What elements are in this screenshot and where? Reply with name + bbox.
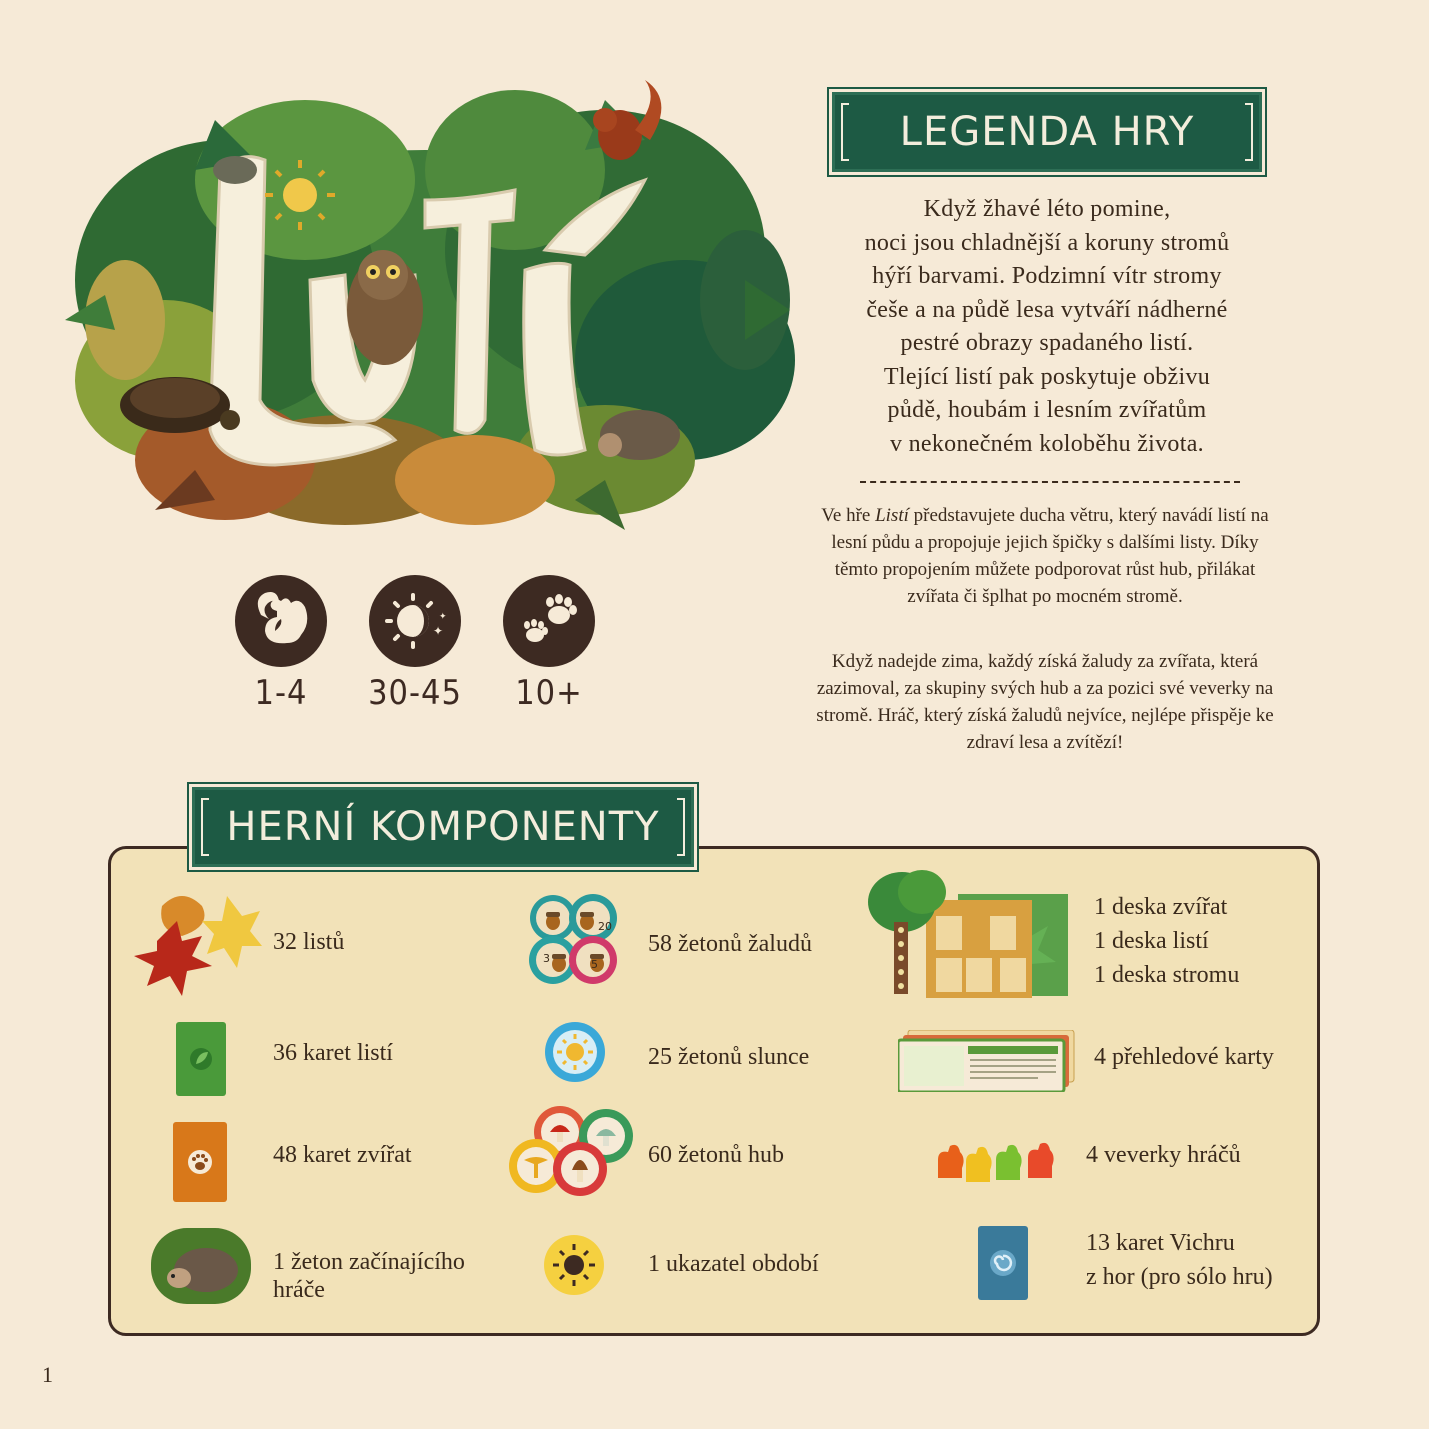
game-title-italic: Listí [875,505,909,526]
story-line: Když žhavé léto pomine, [923,196,1171,222]
squirrel-meeples-icon [930,1138,1068,1186]
wind-card-icon [978,1226,1028,1300]
leaves-label: 32 listů [273,929,345,955]
components-heading: HERNÍ KOMPONENTY [226,804,660,850]
story-line: pestré obrazy spadaného listí. [900,330,1194,356]
game-boards-icon [866,866,1072,998]
frog-illustration [213,156,257,184]
description-text: představujete ducha větru, který navádí listí na lesní půdu a propojuje jejich špičky s dalšími listy. Díky těmto propojením můžete podporovat růst hub, přilákat zvířata či šplhat po mocném stromě. [831,505,1269,607]
stat-circle [369,575,461,667]
animal-card-icon [173,1122,227,1202]
label-line: z hor (pro sólo hru) [1086,1264,1273,1290]
overview-label: 4 přehledové karty [1094,1044,1274,1070]
first-player-label [273,1245,465,1307]
animal-cards-label: 48 karet zvířat [273,1142,412,1168]
story-line: Tlející listí pak poskytuje obživu [883,363,1211,390]
play-time-stat [360,575,470,713]
story-line: noci jsou chladnější a koruny stromů [864,229,1230,256]
label-line: 1 deska listí [1094,928,1209,954]
leaf-card-icon [176,1022,226,1096]
token-number: 5 [591,958,598,971]
acorns-label: 58 žetonů žaludů [648,931,812,957]
legend-heading: LEGENDA HRY [899,109,1195,155]
game-logo [45,80,805,540]
sun-token-icon [543,1020,607,1084]
story-line: češe a na půdě lesa vytváří nádherné [866,296,1228,323]
wind-cards-label [1086,1226,1273,1294]
leaf-tiles-icon [132,886,264,1002]
page-number: 1 [42,1362,53,1387]
legend-story [822,193,1272,461]
story-line: půdě, houbám i lesním zvířatům [887,397,1207,423]
boards-label [1094,890,1239,992]
label-line: 13 karet Vichru [1086,1230,1235,1256]
suns-label: 25 žetonů slunce [648,1044,810,1070]
legend-banner [832,92,1262,172]
svg-text:✦: ✦ [433,624,444,638]
min-age: 10+ [515,673,583,713]
story-line: v nekonečném koloběhu života. [890,430,1204,457]
sun-moon-icon [369,575,461,667]
game-description [815,502,1275,610]
stat-circle [503,575,595,667]
label-line: hráče [273,1277,325,1303]
play-time: 30-45 [368,673,462,713]
foliage [65,90,795,530]
season-marker-icon [543,1234,605,1296]
winning-description: Když nadejde zima, každý získá žaludy za zvířata, která zazimoval, za skupiny svých hub a za pozici své veverky na stromě. Hráč, který získá žaludů nejvíce, nejlépe přispěje ke zdraví lesa a zvítězí! [816,651,1274,753]
season-label: 1 ukazatel období [648,1251,819,1277]
mushroom-tokens-icon [508,1104,634,1198]
label-line: 1 deska stromu [1094,962,1240,988]
overview-cards-icon [898,1030,1076,1092]
acorn-tokens-icon [527,892,621,986]
components-banner [192,787,694,867]
label-line: 1 deska zvířat [1094,894,1228,920]
story-line: hýří barvami. Podzimní vítr stromy [872,263,1222,289]
age-stat [494,575,604,713]
token-number: 3 [543,952,550,965]
leaf-logo-illustration [45,80,805,540]
mushrooms-label: 60 žetonů hub [648,1142,784,1168]
hedgehog-token-icon [151,1228,251,1304]
player-count-stat [226,575,336,713]
squirrels-label: 4 veverky hráčů [1086,1142,1241,1168]
leaf-cards-label: 36 karet listí [273,1040,393,1066]
description-text: Ve hře [821,505,876,526]
section-divider [860,481,1240,483]
label-line: 1 žeton začínajícího [273,1249,465,1275]
player-count: 1-4 [254,673,308,713]
squirrel-icon [235,575,327,667]
stat-circle [235,575,327,667]
svg-text:✦: ✦ [439,612,447,622]
token-number: 20 [598,920,612,933]
paw-icon [503,575,595,667]
